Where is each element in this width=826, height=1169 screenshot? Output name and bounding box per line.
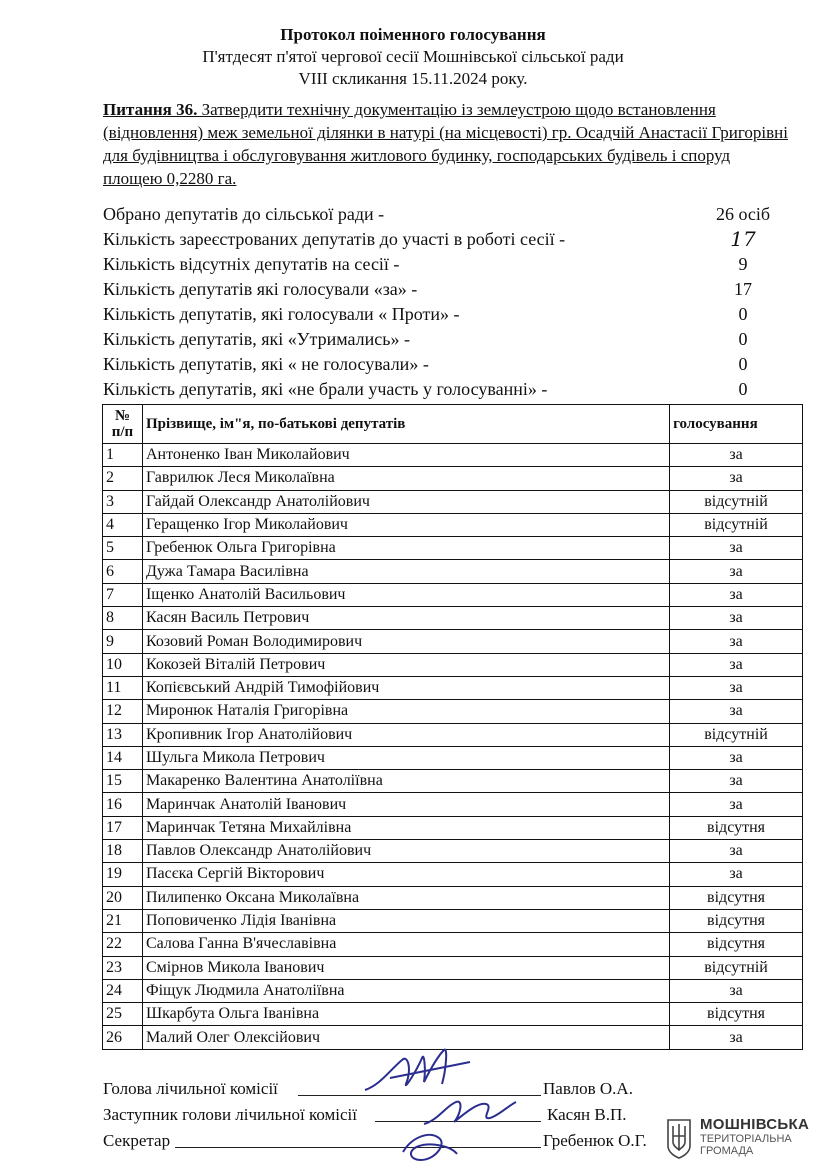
row-number: 2 <box>103 467 143 490</box>
vote-result: за <box>670 793 803 816</box>
signature-block <box>103 1076 663 1154</box>
row-number: 11 <box>103 676 143 699</box>
stat-value: 17 <box>734 279 752 299</box>
deputy-name: Маринчак Анатолій Іванович <box>142 793 669 816</box>
logo-subtitle-2: ГРОМАДА <box>700 1145 754 1157</box>
table-row <box>103 886 803 909</box>
table-row <box>103 676 803 699</box>
deputy-name: Дужа Тамара Василівна <box>142 560 669 583</box>
signature-role: Заступник голови лічильної комісії <box>103 1105 358 1124</box>
deputy-name: Касян Василь Петрович <box>142 607 669 630</box>
vote-result: за <box>670 583 803 606</box>
deputy-name: Павлов Олександр Анатолійович <box>142 840 669 863</box>
vote-result: відсутня <box>670 1003 803 1026</box>
document-title: Протокол поіменного голосування <box>280 25 546 44</box>
table-body <box>103 444 803 1050</box>
deputy-name: Геращенко Ігор Миколайович <box>142 513 669 536</box>
deputy-name: Шульга Микола Петрович <box>142 746 669 769</box>
table-row <box>103 1003 803 1026</box>
vote-result: за <box>670 653 803 676</box>
vote-result: за <box>670 676 803 699</box>
question-label: Питання 36. <box>103 100 198 119</box>
stat-row <box>103 202 803 227</box>
stat-value: 0 <box>738 304 748 324</box>
vote-result: відсутня <box>670 816 803 839</box>
signature-row-secretary <box>103 1128 663 1154</box>
column-header-number: № п/п <box>103 405 143 444</box>
deputy-name: Шкарбута Ольга Іванівна <box>142 1003 669 1026</box>
stat-row <box>103 327 803 352</box>
vote-result: за <box>670 630 803 653</box>
deputy-name: Маринчак Тетяна Михайлівна <box>142 816 669 839</box>
table-row <box>103 583 803 606</box>
table-row <box>103 979 803 1002</box>
signature-row-deputy <box>103 1102 663 1128</box>
table-row <box>103 840 803 863</box>
logo-title: МОШНІВСЬКА <box>700 1116 810 1133</box>
table-row <box>103 513 803 536</box>
row-number: 7 <box>103 583 143 606</box>
vote-result: за <box>670 537 803 560</box>
stat-label: Кількість депутатів, які голосували « Проти» - <box>103 304 460 324</box>
deputy-name: Смірнов Микола Іванович <box>142 956 669 979</box>
row-number: 24 <box>103 979 143 1002</box>
stat-value: 26 осіб <box>715 204 771 224</box>
table-row <box>103 700 803 723</box>
row-number: 18 <box>103 840 143 863</box>
deputy-name: Поповиченко Лідія Іванівна <box>142 909 669 932</box>
deputy-name: Антоненко Іван Миколайович <box>142 444 669 467</box>
deputy-name: Салова Ганна В'ячеславівна <box>142 933 669 956</box>
vote-result: за <box>670 770 803 793</box>
deputy-name: Гаврилюк Леся Миколаївна <box>142 467 669 490</box>
row-number: 25 <box>103 1003 143 1026</box>
vote-result: за <box>670 467 803 490</box>
table-row <box>103 467 803 490</box>
agenda-question <box>103 98 793 190</box>
table-row <box>103 653 803 676</box>
row-number: 5 <box>103 537 143 560</box>
row-number: 17 <box>103 816 143 839</box>
table-row <box>103 863 803 886</box>
table-row <box>103 746 803 769</box>
stat-row <box>103 277 803 302</box>
convocation-date: VIII скликання 15.11.2024 року. <box>298 69 528 88</box>
row-number: 1 <box>103 444 143 467</box>
vote-result: відсутній <box>670 490 803 513</box>
deputy-name: Миронюк Наталія Григорівна <box>142 700 669 723</box>
column-header-vote: голосування <box>670 405 803 444</box>
deputy-name: Пасєка Сергій Вікторович <box>142 863 669 886</box>
stat-label: Кількість депутатів які голосували «за» - <box>103 279 418 299</box>
stat-value: 0 <box>738 379 748 399</box>
vote-result: за <box>670 560 803 583</box>
signature-name: Гребенюк О.Г. <box>543 1131 647 1150</box>
stat-value-handwritten: 17 <box>730 227 756 251</box>
community-logo <box>664 1116 814 1160</box>
vote-result: відсутній <box>670 723 803 746</box>
stat-label: Обрано депутатів до сільської ради - <box>103 204 385 224</box>
table-row <box>103 723 803 746</box>
row-number: 26 <box>103 1026 143 1049</box>
stat-label: Кількість відсутніх депутатів на сесії - <box>103 254 400 274</box>
vote-result: відсутній <box>670 513 803 536</box>
stat-value: 0 <box>738 354 748 374</box>
row-number: 14 <box>103 746 143 769</box>
row-number: 16 <box>103 793 143 816</box>
deputy-name: Копієвський Андрій Тимофійович <box>142 676 669 699</box>
vote-result: за <box>670 863 803 886</box>
table-row <box>103 490 803 513</box>
row-number: 15 <box>103 770 143 793</box>
signature-name: Павлов О.А. <box>543 1079 633 1098</box>
row-number: 20 <box>103 886 143 909</box>
row-number: 19 <box>103 863 143 886</box>
row-number: 9 <box>103 630 143 653</box>
table-header-row <box>103 405 803 444</box>
stat-label: Кількість депутатів, які « не голосували» - <box>103 354 429 374</box>
row-number: 8 <box>103 607 143 630</box>
row-number: 4 <box>103 513 143 536</box>
vote-result: за <box>670 746 803 769</box>
table-row <box>103 909 803 932</box>
vote-result: відсутня <box>670 886 803 909</box>
stat-label: Кількість зареєстрованих депутатів до участі в роботі сесії - <box>103 229 566 249</box>
deputy-name: Гайдай Олександр Анатолійович <box>142 490 669 513</box>
logo-subtitle: ТЕРИТОРІАЛЬНА <box>700 1133 792 1145</box>
signature-role: Секретар <box>103 1131 171 1150</box>
stat-row <box>103 302 803 327</box>
deputy-name: Гребенюк Ольга Григорівна <box>142 537 669 560</box>
deputy-name: Козовий Роман Володимирович <box>142 630 669 653</box>
table-row <box>103 560 803 583</box>
table-row <box>103 770 803 793</box>
deputy-name: Кокозей Віталій Петрович <box>142 653 669 676</box>
table-row <box>103 537 803 560</box>
vote-result: відсутній <box>670 956 803 979</box>
session-subtitle: П'ятдесят п'ятої чергової сесії Мошнівської сільської ради <box>202 47 624 66</box>
deputy-name: Фіщук Людмила Анатоліївна <box>142 979 669 1002</box>
table-row <box>103 933 803 956</box>
table-row <box>103 1026 803 1049</box>
vote-result: за <box>670 840 803 863</box>
row-number: 13 <box>103 723 143 746</box>
vote-statistics <box>103 202 803 402</box>
vote-result: за <box>670 1026 803 1049</box>
roll-call-table <box>102 404 803 1050</box>
trident-emblem-icon <box>664 1116 694 1160</box>
row-number: 23 <box>103 956 143 979</box>
signature-name: Касян В.П. <box>547 1105 627 1124</box>
table-row <box>103 956 803 979</box>
signature-line <box>298 1095 541 1096</box>
column-header-name: Прізвище, ім"я, по-батькові депутатів <box>142 405 669 444</box>
table-row <box>103 816 803 839</box>
signature-line <box>175 1147 541 1148</box>
row-number: 10 <box>103 653 143 676</box>
vote-result: за <box>670 444 803 467</box>
vote-result: відсутня <box>670 933 803 956</box>
vote-result: за <box>670 700 803 723</box>
deputy-name: Макаренко Валентина Анатоліївна <box>142 770 669 793</box>
stat-row <box>103 252 803 277</box>
vote-result: за <box>670 979 803 1002</box>
stat-label: Кількість депутатів, які «не брали участь у голосуванні» - <box>103 379 548 399</box>
table-row <box>103 793 803 816</box>
row-number: 12 <box>103 700 143 723</box>
table-row <box>103 607 803 630</box>
deputy-name: Пилипенко Оксана Миколаївна <box>142 886 669 909</box>
table-row <box>103 444 803 467</box>
stat-value: 0 <box>738 329 748 349</box>
question-text: Затвердити технічну документацію із землеустрою щодо встановлення (відновлення) меж земельної ділянки в натурі (на місцевості) гр. Осадчій Анастасії Григорівні для будівництва і обслуговування житлового будинку, господарських будівель і споруд площею 0,2280 га. <box>103 100 788 188</box>
stat-row <box>103 227 803 252</box>
deputy-name: Іщенко Анатолій Васильович <box>142 583 669 606</box>
stat-label: Кількість депутатів, які «Утримались» - <box>103 329 410 349</box>
stat-row <box>103 352 803 377</box>
row-number: 22 <box>103 933 143 956</box>
deputy-name: Малий Олег Олексійович <box>142 1026 669 1049</box>
row-number: 3 <box>103 490 143 513</box>
vote-result: відсутня <box>670 909 803 932</box>
row-number: 21 <box>103 909 143 932</box>
stat-value: 9 <box>738 254 748 274</box>
stat-row <box>103 377 803 402</box>
vote-result: за <box>670 607 803 630</box>
table-row <box>103 630 803 653</box>
signature-row-chair <box>103 1076 663 1102</box>
signature-role: Голова лічильної комісії <box>103 1079 278 1098</box>
document-header <box>0 24 826 90</box>
row-number: 6 <box>103 560 143 583</box>
signature-line <box>375 1121 541 1122</box>
deputy-name: Кропивник Ігор Анатолійович <box>142 723 669 746</box>
